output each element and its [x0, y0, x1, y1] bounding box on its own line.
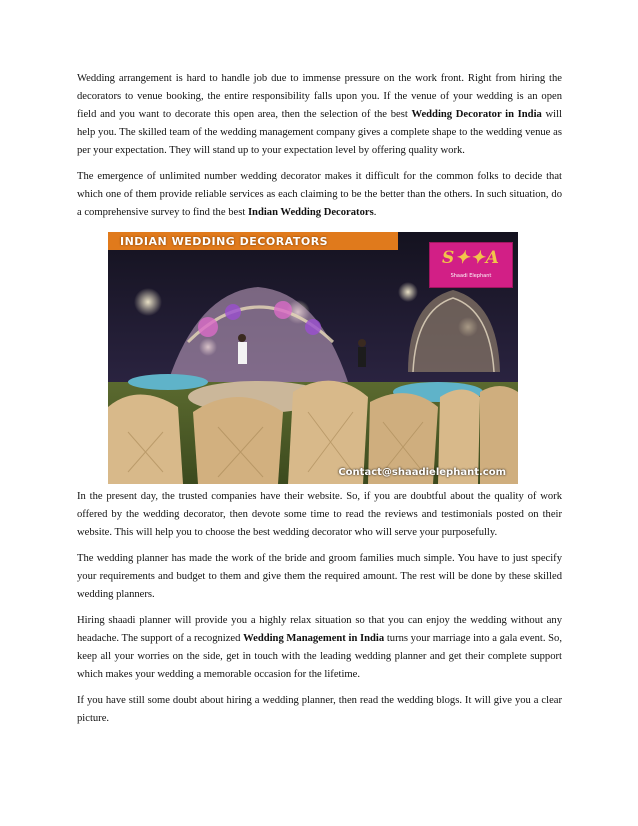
paragraph-5: Hiring shaadi planner will provide you a highly relax situation so that you can enjoy the wedding without any headache. The support of a recognized Wedding Management in India turns your marriage into a gala event. So, keep all your worries on the side, get in touch with the leading wedding planner and get their complete support which makes your wedding a memorable occasion for the lifetime.: [77, 615, 562, 680]
paragraph-1: Wedding arrangement is hard to handle job due to immense pressure on the work front. Right from hiring the decorators to venue booking, the entire responsibility falls upon you. If the venue of your wedding is an open field and you want to decorate this open area, then the selection of the best Wedding Decorator in India will help you. The skilled team of the wedding management company gives a complete shape to the wedding venue as per your expectation. They will stand up to your expectation level by offering quality work.: [77, 73, 562, 156]
logo-text: S✦✦A: [442, 248, 500, 268]
paragraph-6: If you have still some doubt about hiring a wedding planner, then read the wedding blogs. It will give you a clear picture.: [77, 695, 562, 724]
text-block-bottom: [77, 488, 562, 736]
wedding-venue-photo: [108, 232, 518, 484]
link-indian-wedding-decorators: Indian Wedding Decorators: [247, 207, 374, 218]
paragraph-2: The emergence of unlimited number wedding decorator makes it difficult for the common folks to decide that which one of them provide reliable services as each claiming to be the better than the others. In such situation, do a comprehensive survey to find the best Indian Wedding Decorators.: [77, 171, 562, 218]
text-block-top: [77, 70, 562, 230]
paragraph-4: The wedding planner has made the work of the bride and groom families much simple. You have to just specify your requirements and budget to them and give them the required amount. The rest will be done by these skilled wedding planners.: [77, 553, 562, 600]
link-wedding-decorator: Wedding Decorator in India: [411, 109, 542, 120]
logo-subtitle: Shaadi Elephant: [450, 273, 492, 279]
contact-email: Contact@shaadielephant.com: [338, 467, 506, 478]
shaadi-elephant-logo: [429, 242, 513, 288]
link-wedding-management: Wedding Management in India: [243, 633, 385, 644]
banner-text: INDIAN WEDDING DECORATORS: [120, 235, 329, 248]
paragraph-3: In the present day, the trusted companies have their website. So, if you are doubtful about the quality of work offered by the wedding decorator, then devote some time to read the reviews and testimonials posted on their website. This will help you to choose the best wedding decorator who will serve your purposefully.: [77, 491, 562, 538]
